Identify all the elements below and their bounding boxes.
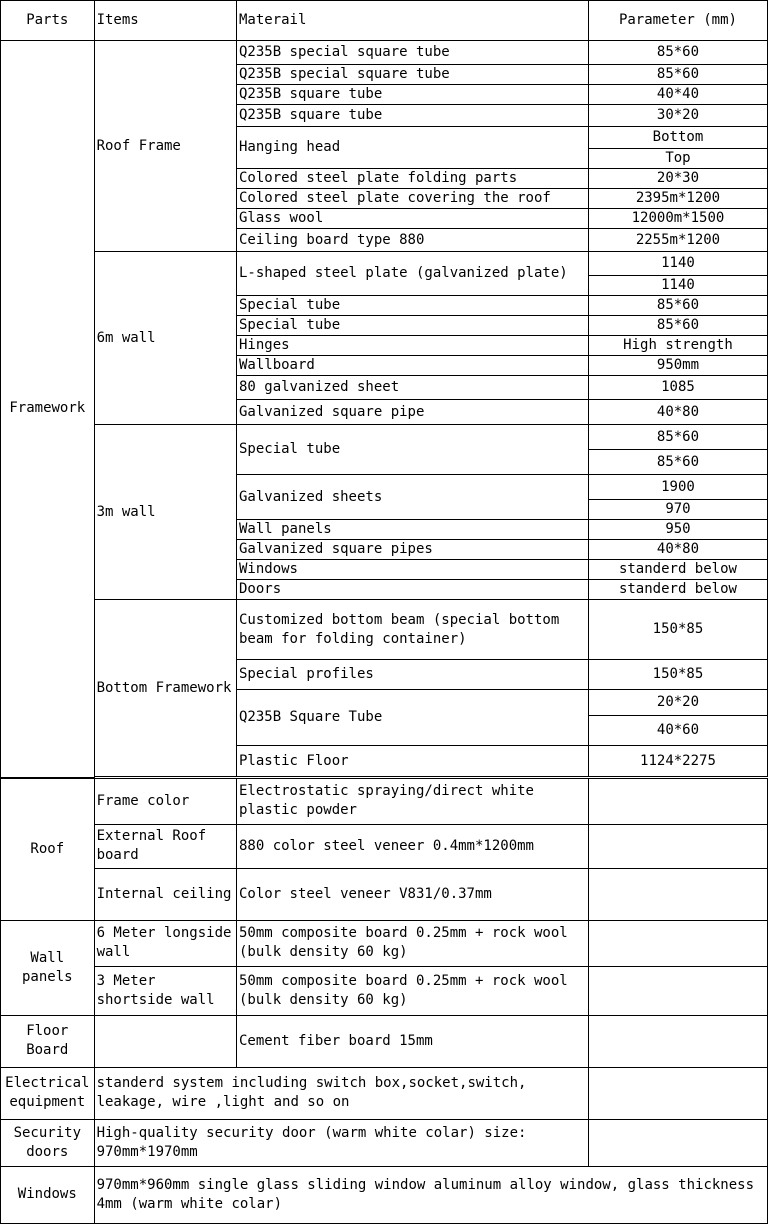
- param-cell: [588, 920, 767, 966]
- material-cell: Q235B square tube: [236, 105, 588, 127]
- param-cell: 150*85: [588, 600, 767, 660]
- material-cell: Hanging head: [236, 127, 588, 169]
- material-cell: Wall panels: [236, 520, 588, 540]
- table-row: [1, 868, 768, 920]
- part-windows: Windows: [1, 1166, 95, 1223]
- material-cell: 50mm composite board 0.25mm + rock wool (bulk density 60 kg): [236, 920, 588, 966]
- table-row: [1, 1166, 768, 1223]
- param-cell: 85*60: [588, 450, 767, 475]
- param-cell: 85*60: [588, 316, 767, 336]
- material-cell: Windows: [236, 560, 588, 580]
- material-cell: 880 color steel veneer 0.4mm*1200mm: [236, 824, 588, 868]
- param-cell: High strength: [588, 336, 767, 356]
- param-cell: standerd below: [588, 580, 767, 600]
- table-row: [1, 600, 768, 660]
- param-cell: 40*60: [588, 716, 767, 746]
- material-cell: Special tube: [236, 425, 588, 475]
- header-row: [1, 1, 768, 41]
- param-cell: [588, 1015, 767, 1067]
- material-cell: Ceiling board type 880: [236, 229, 588, 252]
- description-cell: 970mm*960mm single glass sliding window aluminum alloy window, glass thickness 4mm (warm white colar): [94, 1166, 767, 1223]
- param-cell: 40*40: [588, 85, 767, 105]
- item-cell: Frame color: [94, 778, 236, 824]
- material-cell: 80 galvanized sheet: [236, 376, 588, 400]
- material-cell: Color steel veneer V831/0.37mm: [236, 868, 588, 920]
- param-cell: 85*60: [588, 65, 767, 85]
- param-cell: 150*85: [588, 660, 767, 690]
- table-row: [1, 1067, 768, 1119]
- param-cell: 2395m*1200: [588, 189, 767, 209]
- material-cell: Doors: [236, 580, 588, 600]
- param-cell: 40*80: [588, 540, 767, 560]
- param-cell: [588, 1067, 767, 1119]
- param-cell: 970: [588, 500, 767, 520]
- material-cell: L-shaped steel plate (galvanized plate): [236, 252, 588, 296]
- table-row: [1, 252, 768, 276]
- table-row: [1, 966, 768, 1015]
- material-cell: Wallboard: [236, 356, 588, 376]
- param-cell: Top: [588, 149, 767, 169]
- param-cell: 30*20: [588, 105, 767, 127]
- table-row: [1, 920, 768, 966]
- material-cell: Q235B Square Tube: [236, 690, 588, 746]
- material-cell: Galvanized square pipe: [236, 400, 588, 425]
- material-cell: Plastic Floor: [236, 746, 588, 777]
- description-cell: High-quality security door (warm white colar) size: 970mm*1970mm: [94, 1119, 588, 1166]
- material-cell: Galvanized sheets: [236, 475, 588, 520]
- part-framework: Framework: [1, 41, 95, 778]
- item-cell: External Roof board: [94, 824, 236, 868]
- param-cell: [588, 966, 767, 1015]
- table-row: [1, 1119, 768, 1166]
- param-cell: 1085: [588, 376, 767, 400]
- param-cell: 1140: [588, 276, 767, 296]
- param-cell: 85*60: [588, 425, 767, 450]
- param-cell: 40*80: [588, 400, 767, 425]
- param-cell: 20*20: [588, 690, 767, 716]
- item-cell: 3 Meter shortside wall: [94, 966, 236, 1015]
- part-electrical: Electrical equipment: [1, 1067, 95, 1119]
- param-cell: [588, 824, 767, 868]
- header-items: Items: [94, 1, 236, 41]
- param-cell: 1124*2275: [588, 746, 767, 777]
- material-cell: Q235B special square tube: [236, 41, 588, 65]
- material-cell: Customized bottom beam (special bottom beam for folding container): [236, 600, 588, 660]
- param-cell: [588, 778, 767, 824]
- param-cell: Bottom: [588, 127, 767, 149]
- item-bottom-framework: Bottom Framework: [94, 600, 236, 777]
- table-row: [1, 778, 768, 824]
- material-cell: Electrostatic spraying/direct white plastic powder: [236, 778, 588, 824]
- part-floor-board: Floor Board: [1, 1015, 95, 1067]
- item-cell: Internal ceiling: [94, 868, 236, 920]
- header-parts: Parts: [1, 1, 95, 41]
- material-cell: Glass wool: [236, 209, 588, 229]
- item-3m-wall: 3m wall: [94, 425, 236, 600]
- param-cell: standerd below: [588, 560, 767, 580]
- param-cell: 1140: [588, 252, 767, 276]
- material-cell: Special tube: [236, 296, 588, 316]
- material-cell: 50mm composite board 0.25mm + rock wool (bulk density 60 kg): [236, 966, 588, 1015]
- table-row: [1, 824, 768, 868]
- table-row: [1, 1015, 768, 1067]
- param-cell: 950mm: [588, 356, 767, 376]
- part-wall-panels: Wall panels: [1, 920, 95, 1015]
- material-cell: Hinges: [236, 336, 588, 356]
- description-cell: standerd system including switch box,socket,switch, leakage, wire ,light and so on: [94, 1067, 588, 1119]
- table-row: [1, 425, 768, 450]
- material-cell: Cement fiber board 15mm: [236, 1015, 588, 1067]
- item-cell: [94, 1015, 236, 1067]
- material-cell: Q235B special square tube: [236, 65, 588, 85]
- table-row: [1, 41, 768, 65]
- material-cell: Q235B square tube: [236, 85, 588, 105]
- material-cell: Galvanized square pipes: [236, 540, 588, 560]
- material-cell: Colored steel plate covering the roof: [236, 189, 588, 209]
- param-cell: [588, 1119, 767, 1166]
- item-cell: 6 Meter longside wall: [94, 920, 236, 966]
- param-cell: 1900: [588, 475, 767, 500]
- part-security-doors: Security doors: [1, 1119, 95, 1166]
- param-cell: 85*60: [588, 296, 767, 316]
- item-roof-frame: Roof Frame: [94, 41, 236, 252]
- material-cell: Special profiles: [236, 660, 588, 690]
- param-cell: 12000m*1500: [588, 209, 767, 229]
- param-cell: 20*30: [588, 169, 767, 189]
- param-cell: 2255m*1200: [588, 229, 767, 252]
- item-6m-wall: 6m wall: [94, 252, 236, 425]
- header-material: Materail: [236, 1, 588, 41]
- param-cell: 85*60: [588, 41, 767, 65]
- param-cell: 950: [588, 520, 767, 540]
- part-roof: Roof: [1, 778, 95, 920]
- header-parameter: Parameter (mm): [588, 1, 767, 41]
- material-cell: Special tube: [236, 316, 588, 336]
- param-cell: [588, 868, 767, 920]
- material-cell: Colored steel plate folding parts: [236, 169, 588, 189]
